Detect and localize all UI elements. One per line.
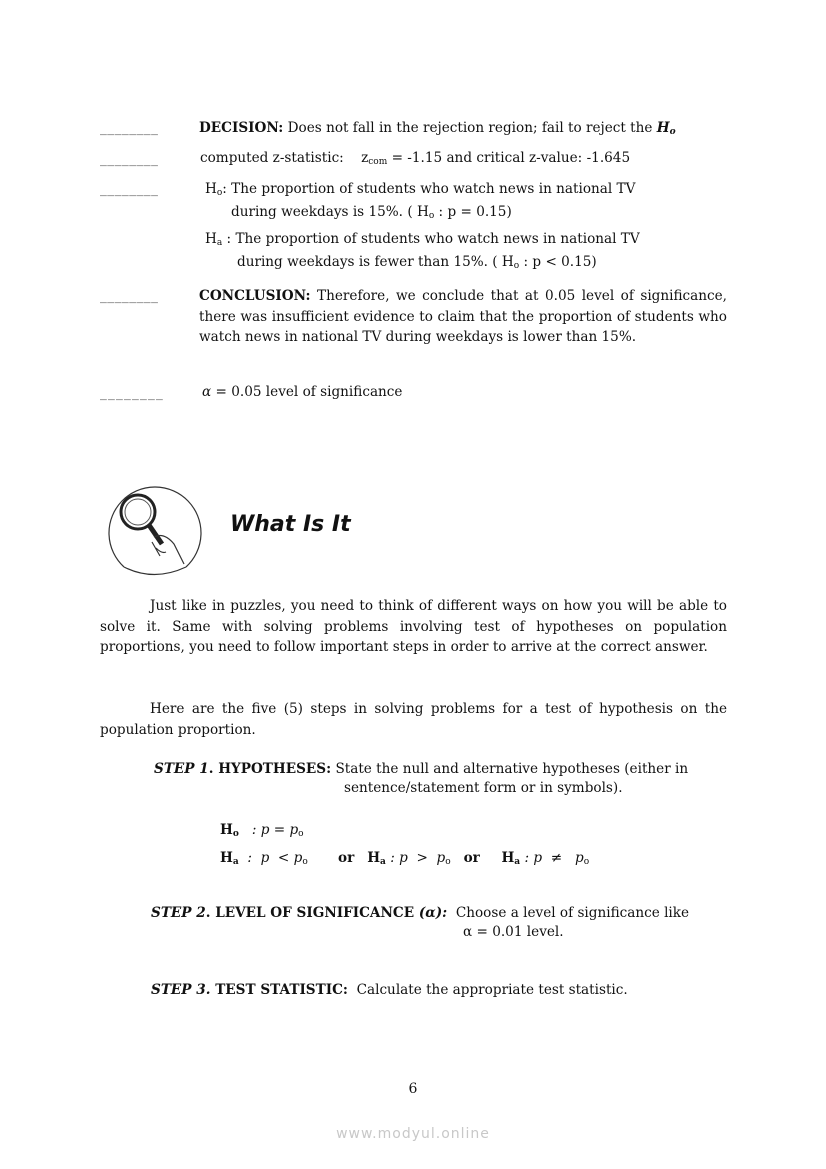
text: = -1.15 and critical z-value: -1.645 (391, 150, 631, 166)
sub: a (232, 857, 239, 867)
answer-blank[interactable]: ________ (100, 288, 159, 304)
text: Does not fall in the rejection region; fail to reject the (287, 120, 653, 136)
or: or (338, 850, 355, 866)
step-text: α = 0.01 level. (463, 924, 564, 940)
step-title: TEST STATISTIC: (215, 982, 348, 998)
decision-item (199, 120, 676, 137)
text: = 0.05 level of significance (211, 384, 403, 400)
step-label: STEP 2 (151, 905, 206, 921)
symbol: H (656, 120, 670, 136)
h: H (205, 231, 217, 247)
sub: o (669, 127, 676, 137)
answer-blank[interactable]: ________ (100, 385, 164, 401)
step-2: STEP 2. LEVEL OF SIGNIFICANCE (α): Choose a level of significance like α = 0.01 level. (151, 905, 690, 940)
null-hypothesis-symbol (220, 822, 304, 839)
section-title: What Is It (230, 512, 351, 537)
step-title: LEVEL OF SIGNIFICANCE (215, 905, 415, 921)
alpha: (α): (418, 905, 448, 921)
h: H (205, 181, 217, 197)
page-number: 6 (408, 1081, 418, 1097)
text: : The proportion of students who watch news in national TV (222, 181, 636, 197)
z: z (361, 150, 369, 166)
text: computed z-statistic: (200, 150, 344, 166)
sub: o (216, 188, 223, 198)
sub: com (368, 157, 388, 167)
intro-paragraph: Just like in puzzles, you need to think of different ways on how you will be able to solve it. Same with solving problems involving test of hypotheses on population proportions, you need to follow important steps in order to arrive at the correct answer. (100, 598, 727, 655)
steps-intro-paragraph: Here are the five (5) steps in solving problems for a test of hypothesis on the population proportion. (100, 701, 727, 738)
z-statistic-item (200, 150, 630, 167)
relation: : p < p (247, 850, 303, 866)
answer-blank[interactable]: ________ (100, 181, 159, 197)
alpha: α (202, 384, 212, 400)
relation: : p = p (251, 822, 299, 838)
sub: o (298, 829, 304, 839)
sub: a (216, 238, 223, 248)
alt-hypothesis-item (205, 230, 640, 276)
alpha-item (202, 384, 402, 400)
magnifying-glass-icon (104, 482, 204, 586)
sub: o (583, 857, 590, 867)
text: Therefore, we conclude that at 0.05 level of significance, there was insufficient evidence to claim that the proportion of students who watch news in national TV during weekdays is lower than 15%. (199, 288, 727, 345)
sub: o (428, 211, 435, 221)
answer-blank[interactable]: ________ (100, 120, 159, 136)
text: : The proportion of students who watch news in national TV (222, 231, 640, 247)
step-text: Choose a level of significance like (455, 905, 690, 921)
relation: : p ≠ p (524, 850, 584, 866)
step-label: STEP 1 (154, 761, 209, 777)
text: during weekdays is 15%. ( H (231, 204, 429, 220)
sub: o (232, 829, 239, 839)
sub: o (445, 857, 451, 867)
h: H (220, 822, 233, 838)
sub: a (514, 857, 521, 867)
text: during weekdays is fewer than 15%. ( H (237, 254, 514, 270)
sub: o (513, 261, 520, 271)
alt-hypothesis-symbols (220, 850, 589, 867)
h: H (220, 850, 233, 866)
label: DECISION: (199, 120, 284, 136)
step-title: HYPOTHESES: (218, 761, 332, 777)
step-1: STEP 1. HYPOTHESES: State the null and alternative hypotheses (either in sentence/statement form or in symbols). (154, 761, 689, 796)
relation: : p > p (390, 850, 446, 866)
text: : p = 0.15) (434, 204, 512, 220)
step-text: State the null and alternative hypotheses (either in (335, 761, 689, 777)
conclusion-item (199, 286, 727, 348)
step-text: Calculate the appropriate test statistic. (356, 982, 628, 998)
text: : p < 0.15) (519, 254, 597, 270)
or: or (463, 850, 480, 866)
h: H (501, 850, 515, 866)
watermark: www.modyul.online (336, 1126, 490, 1142)
h: H (367, 850, 381, 866)
sub: a (380, 857, 386, 867)
label: CONCLUSION: (199, 288, 311, 304)
step-3 (151, 982, 628, 998)
step-text: sentence/statement form or in symbols). (344, 780, 623, 796)
sub: o (302, 857, 308, 867)
answer-blank[interactable]: ________ (100, 151, 159, 167)
null-hypothesis-item (205, 180, 635, 226)
step-label: STEP 3. (151, 982, 211, 998)
